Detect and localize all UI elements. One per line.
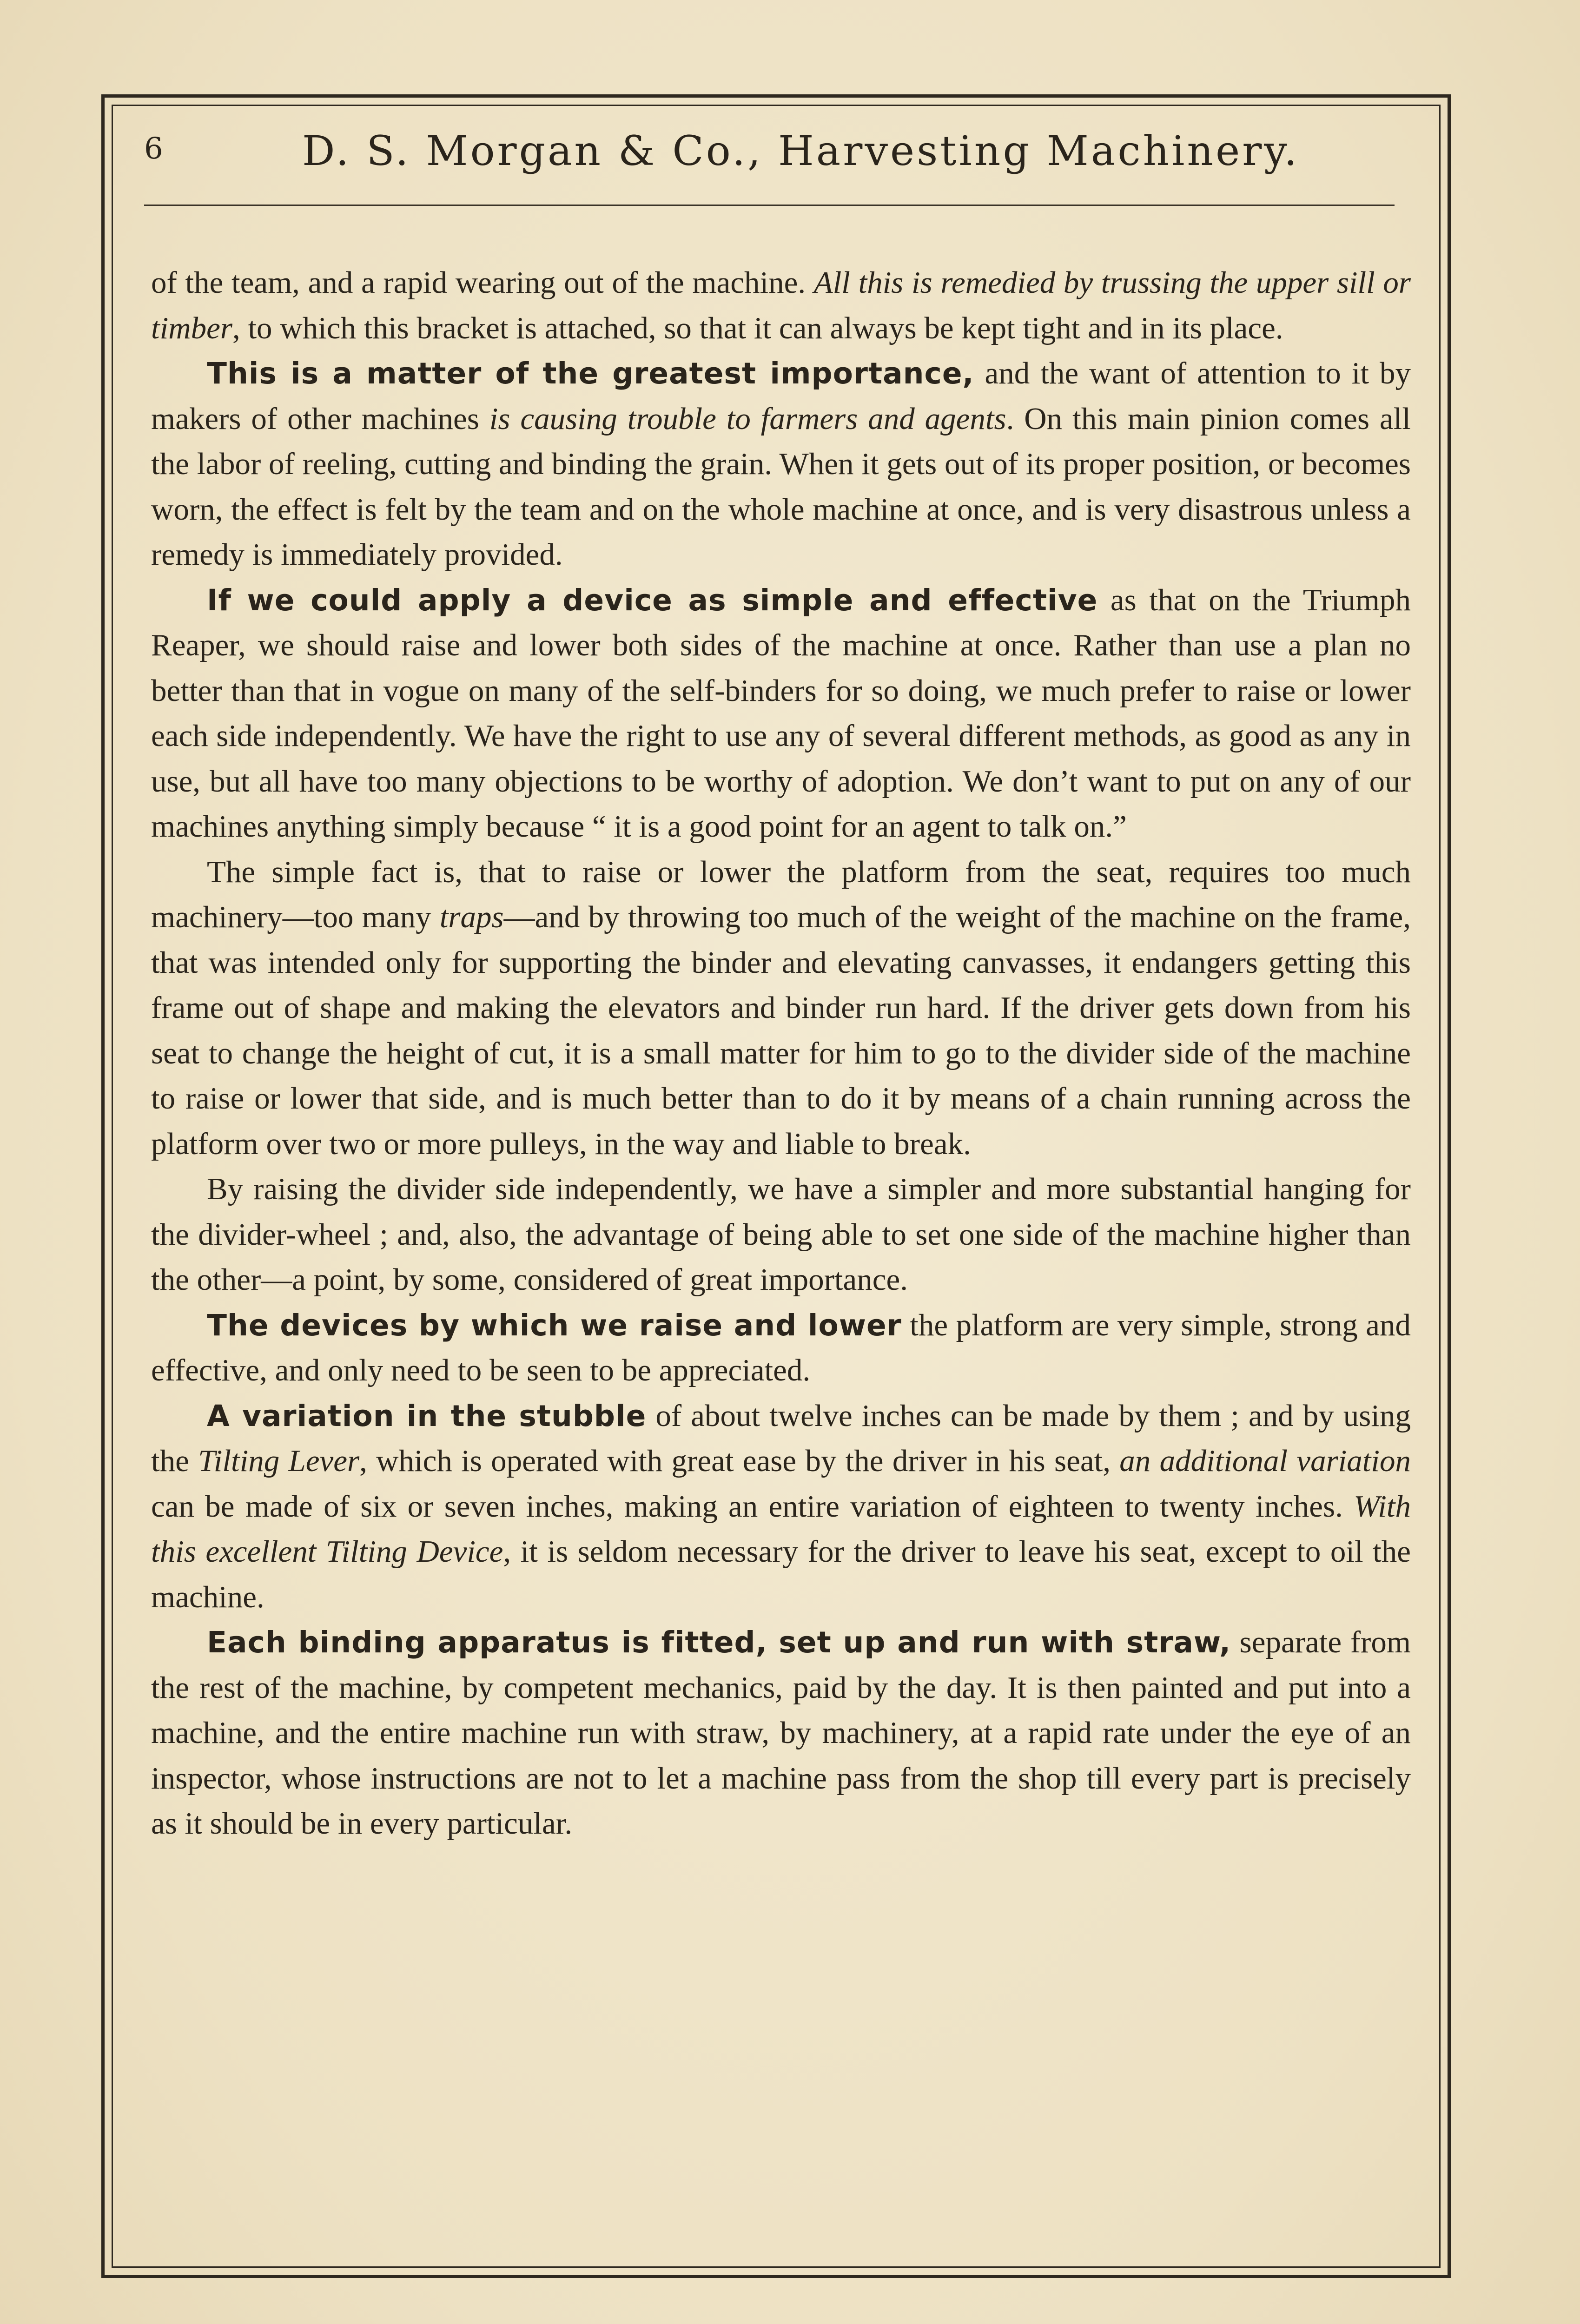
paragraph [151, 1620, 1411, 1847]
paragraph-text: can be made of six or seven inches, making an entire variation of eighteen to twenty inches. [151, 1489, 1354, 1524]
paragraph-text: , to which this bracket is attached, so that it can always be kept tight and in its place. [232, 310, 1283, 345]
paragraph-lead: This is a matter of the greatest importance, [207, 357, 974, 390]
paragraph-lead: A variation in the stubble [207, 1399, 647, 1433]
paragraph-text: , it is seldom necessary for the driver to leave his seat, except to oil the machine. [151, 1534, 1411, 1614]
italic-phrase: is causing trouble to farmers and agents [489, 401, 1006, 436]
paragraph-text: The simple fact is, that to raise or lower the platform from the seat, requires too much machinery—too many [151, 854, 1411, 934]
paragraph-lead: If we could apply a device as simple and effective [207, 583, 1098, 617]
page-number: 6 [144, 132, 163, 166]
paragraph [151, 578, 1411, 850]
paragraph [151, 1167, 1411, 1303]
paragraph-lead: Each binding apparatus is fitted, set up and run with straw, [207, 1625, 1231, 1659]
paragraph-text: By raising the divider side independently, we have a simpler and more substantial hanging for the divider-wheel ; and, also, the advantage of being able to set one side of the machine higher than the other—a point, by some, considered of great importance. [151, 1172, 1411, 1297]
paragraph [151, 1303, 1411, 1393]
italic-phrase: Tilting Lever [198, 1444, 360, 1478]
italic-phrase: With this excellent Tilting Device [151, 1489, 1411, 1569]
paragraph [151, 850, 1411, 1167]
italic-phrase: All this is remedied by trussing the upper sill or timber [151, 265, 1411, 345]
paragraph-text: , which is operated with great ease by the driver in his seat, [359, 1444, 1120, 1478]
body-text [151, 260, 1411, 1847]
paragraph-text: of the team, and a rapid wearing out of the machine. [151, 265, 814, 300]
paragraph-text: separate from the rest of the machine, by competent mechanics, paid by the day. It is then painted and put into a machine, and the entire machine run with straw, by machinery, at a rapid rate under the eye of an inspector, whose instructions are not to let a machine pass from the shop till every part is precisely as it should be in every particular. [151, 1625, 1411, 1841]
paragraph-lead: The devices by which we raise and lower [207, 1308, 902, 1342]
paragraph-text: the platform are very simple, strong and effective, and only need to be seen to be appreciated. [151, 1307, 1411, 1387]
page-header [144, 119, 1399, 184]
paragraph [151, 260, 1411, 351]
paragraph-text: as that on the Triumph Reaper, we should raise and lower both sides of the machine at once. Rather than use a plan no better than that in vogue on many of the self-binders for so doing, we much prefer to raise or lower each side independently. We have the right to use any of several different methods, as good as any in use, but all have too many objections to be worthy of adoption. We don’t want to put on any of our machines anything simply because “ it is a good point for an agent to talk on.” [151, 582, 1411, 844]
paragraph-text: of about twelve inches can be made by them ; and by using the [151, 1398, 1411, 1478]
paragraph [151, 351, 1411, 578]
paragraph-text: —and by throwing too much of the weight of the machine on the frame, that was intended only for supporting the binder and elevating canvasses, it endangers getting this frame out of shape and making the elevators and binder run hard. If the driver gets down from his seat to change the height of cut, it is a small matter for him to go to the divider side of the machine to raise or lower that side, and is much better than to do it by means of a chain running across the platform over two or more pulleys, in the way and liable to break. [151, 900, 1411, 1161]
italic-phrase: an additional variation [1119, 1444, 1411, 1478]
paragraph-text: and the want of attention to it by makers of other machines [151, 356, 1411, 436]
paragraph [151, 1393, 1411, 1620]
paragraph-text: . On this main pinion comes all the labor of reeling, cutting and binding the grain. When it gets out of its proper position, or becomes worn, the effect is felt by the team and on the whole machine at once, and is very disastrous unless a remedy is immediately provided. [151, 401, 1411, 572]
header-rule [144, 205, 1395, 206]
running-title: D. S. Morgan & Co., Harvesting Machinery. [302, 127, 1300, 175]
italic-phrase: traps [439, 900, 504, 934]
